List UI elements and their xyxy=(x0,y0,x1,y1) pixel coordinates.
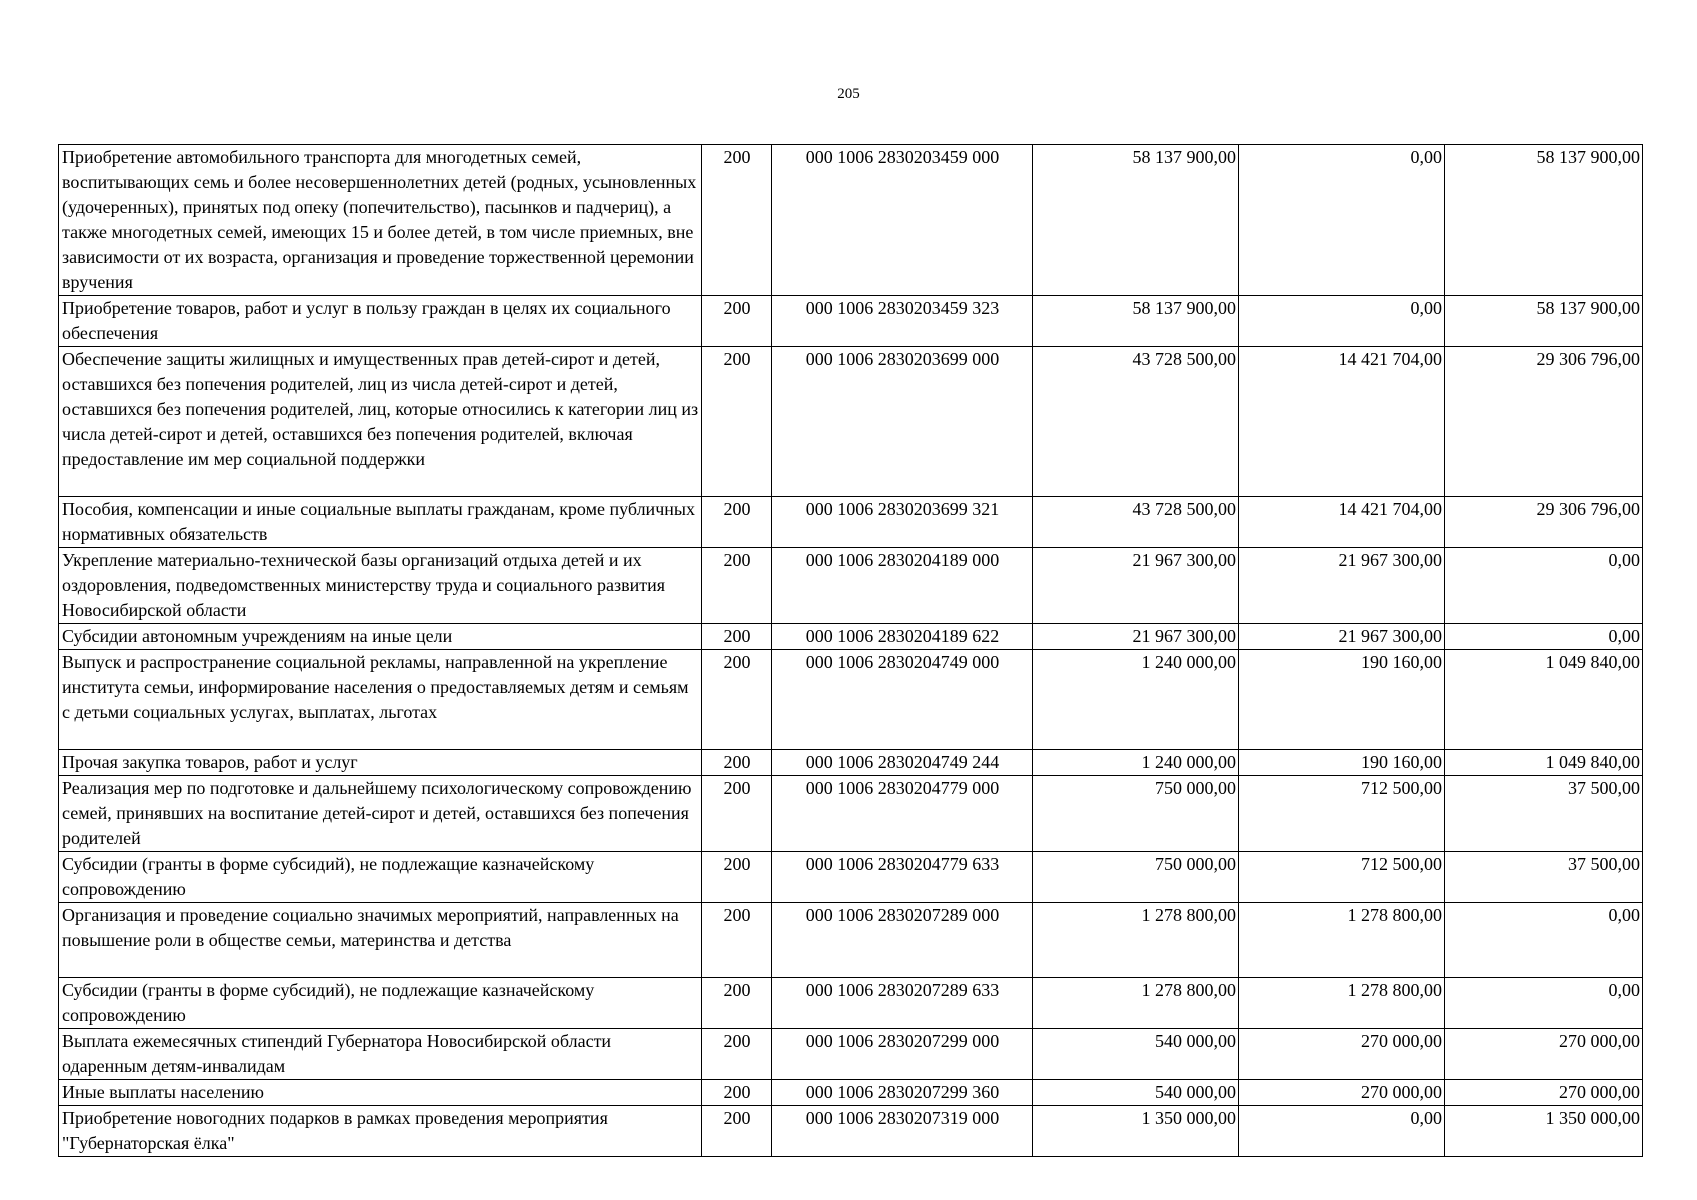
row-unexecuted: 0,00 xyxy=(1445,978,1643,1029)
row-unexecuted: 37 500,00 xyxy=(1445,776,1643,852)
row-unexecuted: 1 350 000,00 xyxy=(1445,1106,1643,1157)
row-name: Выплата ежемесячных стипендий Губернатора Новосибирской области одаренным детям-инвалидам xyxy=(59,1029,702,1080)
row-classification-code: 000 1006 2830204749 244 xyxy=(772,750,1033,776)
row-line-code: 200 xyxy=(702,1106,772,1157)
table-row xyxy=(59,776,1643,852)
table-row xyxy=(59,296,1643,347)
row-executed: 190 160,00 xyxy=(1239,750,1445,776)
row-executed: 712 500,00 xyxy=(1239,776,1445,852)
table-row xyxy=(59,624,1643,650)
row-unexecuted: 0,00 xyxy=(1445,624,1643,650)
row-executed: 0,00 xyxy=(1239,296,1445,347)
row-name: Выпуск и распространение социальной рекламы, направленной на укрепление института семьи, информирование населения о предоставляемых детям и семьям с детьми социальных услугах, выплатах, льготах xyxy=(59,650,702,750)
row-name: Приобретение новогодних подарков в рамках проведения мероприятия "Губернаторская ёлка" xyxy=(59,1106,702,1157)
table-row xyxy=(59,548,1643,624)
row-name: Иные выплаты населению xyxy=(59,1080,702,1106)
row-line-code: 200 xyxy=(702,296,772,347)
row-name: Приобретение автомобильного транспорта для многодетных семей, воспитывающих семь и более несовершеннолетних детей (родных, усыновленных (удочеренных), принятых под опеку (попечительство), пасынков и падчериц), а также многодетных семей, имеющих 15 и более детей, в том числе приемных, вне зависимости от их возраста, организация и проведение торжественной церемонии вручения xyxy=(59,145,702,296)
row-classification-code: 000 1006 2830207289 000 xyxy=(772,903,1033,978)
row-executed: 1 278 800,00 xyxy=(1239,978,1445,1029)
row-executed: 21 967 300,00 xyxy=(1239,624,1445,650)
row-executed: 190 160,00 xyxy=(1239,650,1445,750)
row-approved: 1 278 800,00 xyxy=(1033,903,1239,978)
table-row xyxy=(59,750,1643,776)
row-name: Укрепление материально-технической базы организаций отдыха детей и их оздоровления, подведомственных министерству труда и социального развития Новосибирской области xyxy=(59,548,702,624)
table-row xyxy=(59,978,1643,1029)
table-row xyxy=(59,903,1643,978)
row-unexecuted: 37 500,00 xyxy=(1445,852,1643,903)
row-name: Обеспечение защиты жилищных и имущественных прав детей-сирот и детей, оставшихся без попечения родителей, лиц из числа детей-сирот и детей, оставшихся без попечения родителей, лиц, которые относились к категории лиц из числа детей-сирот и детей, оставшихся без попечения родителей, включая предоставление им мер социальной поддержки xyxy=(59,347,702,497)
row-approved: 21 967 300,00 xyxy=(1033,624,1239,650)
row-classification-code: 000 1006 2830207289 633 xyxy=(772,978,1033,1029)
row-unexecuted: 1 049 840,00 xyxy=(1445,650,1643,750)
row-name: Субсидии (гранты в форме субсидий), не подлежащие казначейскому сопровождению xyxy=(59,852,702,903)
table-row xyxy=(59,1080,1643,1106)
row-name: Приобретение товаров, работ и услуг в пользу граждан в целях их социального обеспечения xyxy=(59,296,702,347)
table-row xyxy=(59,1106,1643,1157)
row-line-code: 200 xyxy=(702,548,772,624)
table-row xyxy=(59,145,1643,296)
row-line-code: 200 xyxy=(702,750,772,776)
row-approved: 540 000,00 xyxy=(1033,1080,1239,1106)
row-line-code: 200 xyxy=(702,1080,772,1106)
table-row xyxy=(59,1029,1643,1080)
row-line-code: 200 xyxy=(702,903,772,978)
row-classification-code: 000 1006 2830203699 000 xyxy=(772,347,1033,497)
row-unexecuted: 270 000,00 xyxy=(1445,1080,1643,1106)
table-row xyxy=(59,852,1643,903)
page-number: 205 xyxy=(837,86,860,102)
row-classification-code: 000 1006 2830203459 323 xyxy=(772,296,1033,347)
row-classification-code: 000 1006 2830204189 622 xyxy=(772,624,1033,650)
row-executed: 14 421 704,00 xyxy=(1239,347,1445,497)
row-executed: 0,00 xyxy=(1239,1106,1445,1157)
row-line-code: 200 xyxy=(702,497,772,548)
row-unexecuted: 29 306 796,00 xyxy=(1445,347,1643,497)
row-approved: 540 000,00 xyxy=(1033,1029,1239,1080)
row-name: Организация и проведение социально значимых мероприятий, направленных на повышение роли в обществе семьи, материнства и детства xyxy=(59,903,702,978)
row-unexecuted: 58 137 900,00 xyxy=(1445,296,1643,347)
row-line-code: 200 xyxy=(702,145,772,296)
row-line-code: 200 xyxy=(702,650,772,750)
row-unexecuted: 0,00 xyxy=(1445,903,1643,978)
row-classification-code: 000 1006 2830207299 360 xyxy=(772,1080,1033,1106)
row-executed: 270 000,00 xyxy=(1239,1080,1445,1106)
row-executed: 14 421 704,00 xyxy=(1239,497,1445,548)
row-line-code: 200 xyxy=(702,978,772,1029)
row-classification-code: 000 1006 2830207319 000 xyxy=(772,1106,1033,1157)
row-executed: 270 000,00 xyxy=(1239,1029,1445,1080)
row-approved: 58 137 900,00 xyxy=(1033,145,1239,296)
row-executed: 1 278 800,00 xyxy=(1239,903,1445,978)
row-unexecuted: 58 137 900,00 xyxy=(1445,145,1643,296)
row-name: Прочая закупка товаров, работ и услуг xyxy=(59,750,702,776)
row-line-code: 200 xyxy=(702,1029,772,1080)
row-approved: 1 278 800,00 xyxy=(1033,978,1239,1029)
row-unexecuted: 1 049 840,00 xyxy=(1445,750,1643,776)
row-approved: 58 137 900,00 xyxy=(1033,296,1239,347)
row-approved: 750 000,00 xyxy=(1033,776,1239,852)
row-approved: 1 240 000,00 xyxy=(1033,750,1239,776)
row-executed: 0,00 xyxy=(1239,145,1445,296)
table-row xyxy=(59,650,1643,750)
row-approved: 1 350 000,00 xyxy=(1033,1106,1239,1157)
row-approved: 1 240 000,00 xyxy=(1033,650,1239,750)
row-classification-code: 000 1006 2830204189 000 xyxy=(772,548,1033,624)
row-approved: 43 728 500,00 xyxy=(1033,497,1239,548)
row-unexecuted: 0,00 xyxy=(1445,548,1643,624)
row-approved: 21 967 300,00 xyxy=(1033,548,1239,624)
row-name: Пособия, компенсации и иные социальные выплаты гражданам, кроме публичных нормативных обязательств xyxy=(59,497,702,548)
row-classification-code: 000 1006 2830203459 000 xyxy=(772,145,1033,296)
row-executed: 21 967 300,00 xyxy=(1239,548,1445,624)
row-approved: 43 728 500,00 xyxy=(1033,347,1239,497)
row-line-code: 200 xyxy=(702,624,772,650)
row-approved: 750 000,00 xyxy=(1033,852,1239,903)
table-row xyxy=(59,497,1643,548)
row-name: Реализация мер по подготовке и дальнейшему психологическому сопровождению семей, принявших на воспитание детей-сирот и детей, оставшихся без попечения родителей xyxy=(59,776,702,852)
table-row xyxy=(59,347,1643,497)
row-classification-code: 000 1006 2830207299 000 xyxy=(772,1029,1033,1080)
row-unexecuted: 29 306 796,00 xyxy=(1445,497,1643,548)
row-line-code: 200 xyxy=(702,852,772,903)
row-line-code: 200 xyxy=(702,347,772,497)
row-name: Субсидии (гранты в форме субсидий), не подлежащие казначейскому сопровождению xyxy=(59,978,702,1029)
row-name: Субсидии автономным учреждениям на иные цели xyxy=(59,624,702,650)
row-classification-code: 000 1006 2830204779 000 xyxy=(772,776,1033,852)
row-classification-code: 000 1006 2830204779 633 xyxy=(772,852,1033,903)
row-executed: 712 500,00 xyxy=(1239,852,1445,903)
row-classification-code: 000 1006 2830204749 000 xyxy=(772,650,1033,750)
budget-table xyxy=(58,144,1643,1157)
row-classification-code: 000 1006 2830203699 321 xyxy=(772,497,1033,548)
row-line-code: 200 xyxy=(702,776,772,852)
row-unexecuted: 270 000,00 xyxy=(1445,1029,1643,1080)
